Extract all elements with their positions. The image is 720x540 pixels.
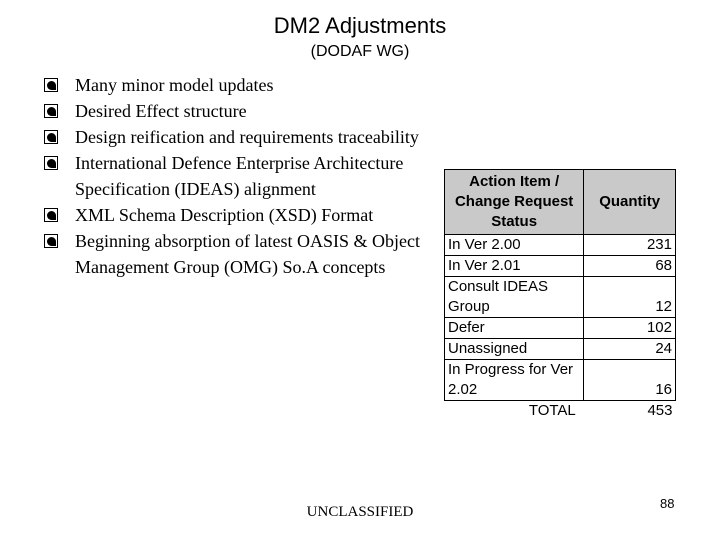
bullet-item xyxy=(44,72,424,98)
table-header-row xyxy=(445,170,676,235)
bullet-item xyxy=(44,98,424,124)
quantity-cell: 102 xyxy=(584,318,676,339)
bullet-box-icon xyxy=(44,156,58,170)
status-cell: Unassigned xyxy=(445,339,584,360)
bullet-item xyxy=(44,150,424,202)
quantity-cell: 231 xyxy=(584,235,676,256)
status-cell: Consult IDEAS Group xyxy=(445,277,584,318)
slide-subtitle: (DODAF WG) xyxy=(310,43,410,60)
table-row xyxy=(445,339,676,360)
table-row xyxy=(445,256,676,277)
status-cell: Defer xyxy=(445,318,584,339)
status-cell: In Ver 2.00 xyxy=(445,235,584,256)
bullet-text: International Defence Enterprise Architecture Specification (IDEAS) alignment xyxy=(75,153,404,199)
status-cell: In Ver 2.01 xyxy=(445,256,584,277)
bullet-box-icon xyxy=(44,78,58,92)
bullet-text: Desired Effect structure xyxy=(75,101,247,121)
total-label: TOTAL xyxy=(528,402,576,419)
bullet-item xyxy=(44,124,424,150)
table-row xyxy=(445,318,676,339)
bullet-text: Many minor model updates xyxy=(75,75,274,95)
table-row xyxy=(445,235,676,256)
quantity-cell: 68 xyxy=(584,256,676,277)
table-row xyxy=(445,360,676,401)
classification-footer: UNCLASSIFIED xyxy=(306,504,414,520)
bullet-box-icon xyxy=(44,130,58,144)
table-row xyxy=(445,277,676,318)
status-cell: In Progress for Ver 2.02 xyxy=(445,360,584,401)
total-row xyxy=(445,401,676,422)
bullet-box-icon xyxy=(44,234,58,248)
page-number: 88 xyxy=(660,496,675,511)
header-status: Action Item / Change Request Status xyxy=(445,170,584,235)
total-value: 453 xyxy=(647,402,673,419)
bullet-item xyxy=(44,228,424,280)
bullet-text: XML Schema Description (XSD) Format xyxy=(75,205,374,225)
quantity-cell: 12 xyxy=(584,277,676,318)
status-table xyxy=(444,169,676,421)
bullet-list xyxy=(44,72,424,280)
bullet-text: Beginning absorption of latest OASIS & Object Management Group (OMG) So.A concepts xyxy=(75,231,420,277)
bullet-box-icon xyxy=(44,104,58,118)
quantity-cell: 16 xyxy=(584,360,676,401)
quantity-cell: 24 xyxy=(584,339,676,360)
bullet-box-icon xyxy=(44,208,58,222)
header-quantity: Quantity xyxy=(584,170,676,235)
bullet-text: Design reification and requirements traceability xyxy=(75,127,419,147)
slide-title: DM2 Adjustments xyxy=(273,13,447,38)
bullet-item xyxy=(44,202,424,228)
